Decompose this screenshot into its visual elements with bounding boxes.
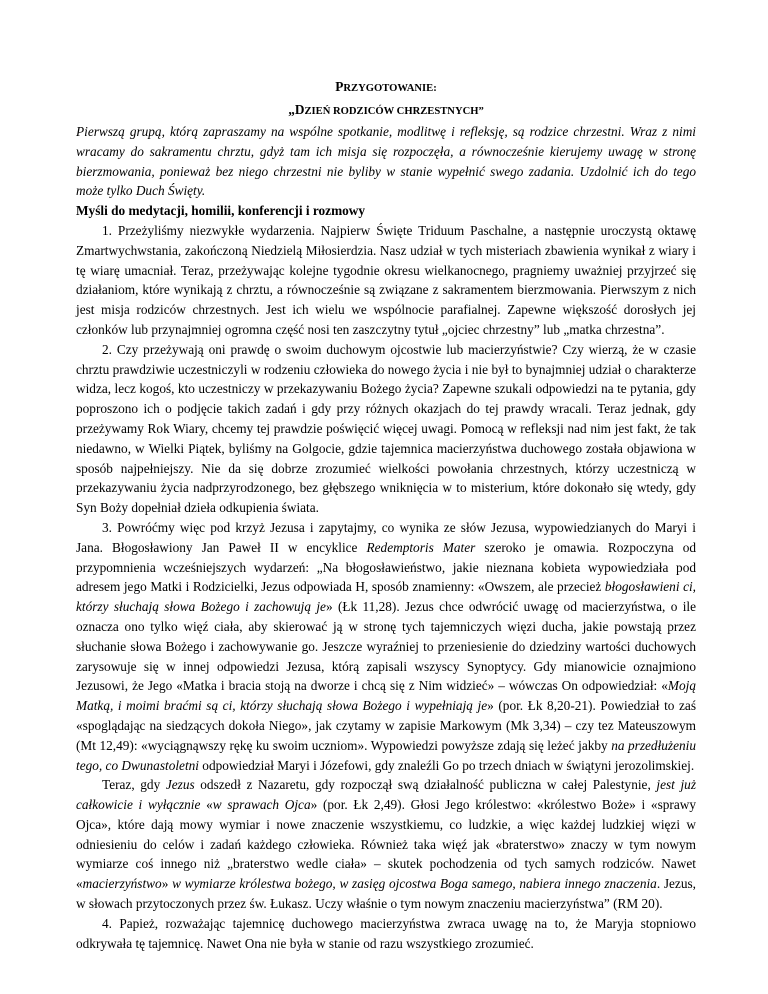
title-line-2: „DZIEŃ RODZICÓW CHRZESTNYCH”: [288, 102, 484, 117]
paragraph-1: 1. Przeżyliśmy niezwykłe wydarzenia. Najpierw Święte Triduum Paschalne, a następnie uroczystą oktawę Zmartwychwstania, zakończoną Niedzielą Miłosierdzia. Nasz udział w tych misteriach zbawienia wynikał z wiary i tę wiarę umacniał. Teraz, przeżywając kolejne tygodnie okresu wielkanocnego, pragniemy uważniej przyjrzeć się działaniom, które wynikają z chrztu, a równocześnie są związane z sakramentem bierzmowania. Pierwszym z nich jest misja rodziców chrzestnych. Jest ich wielu we wspólnocie parafialnej. Zapewne większość dorosłych jej członków lub przynajmniej ogromna część nosi ten zaszczytny tytuł „ojciec chrzestny” lub „matka chrzestna”.: [76, 222, 696, 337]
paragraph-2: 2. Czy przeżywają oni prawdę o swoim duchowym ojcostwie lub macierzyństwie? Czy wierzą, że w czasie chrztu prawdziwie uczestniczyli w rodzeniu człowieka do nowego życia i nie był to bynajmniej udział o charakterze widza, lecz kogoś, kto uczestniczy w przekazywaniu Bożego życia? Zapewne szukali odpowiedzi na te pytania, gdy poproszono ich o podjęcie takich zadań i gdy przy różnych okazjach do tej prawdy wracali. Teraz jednak, gdy przeżywamy Rok Wiary, chcemy tej prawdzie poświęcić więcej uwagi. Pomocą w refleksji nad nim jest fakt, że tak niedawno, w Wielki Piątek, byliśmy na Golgocie, gdzie tajemnica macierzyństwa duchowego została objawiona w sposób najpełniejszy. Nie da się dobrze zrozumieć wielkości powołania chrzestnych, którzy uczestniczą w przekazywaniu życia nadprzyrodzonego, bez głębszego wniknięcia w to misterium, które dokonało się wtedy, gdy Syn Boży dopełniał dzieła odkupienia świata.: [76, 341, 696, 516]
document-title: [76, 76, 696, 122]
paragraph-4: 4. Papież, rozważając tajemnicę duchowego macierzyństwa zwraca uwagę na to, że Maryja stopniowo odkrywała tę tajemnicę. Nawet Ona nie była w stanie od razu wszystkiego zrozumieć.: [76, 915, 696, 951]
title-line-1: PRZYGOTOWANIE:: [335, 79, 437, 94]
intro-paragraph: Pierwszą grupą, którą zapraszamy na wspólne spotkanie, modlitwę i refleksję, są rodzice chrzestni. Wraz z nimi wracamy do sakramentu chrztu, gdyż tam ich misja się rozpoczęła, a równocześnie kierujemy uwagę w stronę bierzmowania, ponieważ bez niego chrzestni nie byliby w stanie wypełnić swego zadania. Uzdolnić ich do tego może tylko Duch Święty.: [76, 124, 696, 199]
paragraph-3: 3. Powróćmy więc pod krzyż Jezusa i zapytajmy, co wynika ze słów Jezusa, wypowiedzianych do Maryi i Jana. Błogosławiony Jan Paweł II w encyklice Redemptoris Mater szeroko je omawia. Rozpoczyna od przypomnienia wcześniejszych wydarzeń: „Na błogosławieństwo, jakie nieznana kobieta wypowiedziała pod adresem jego Matki i Rodzicielki, Jezus odpowiada H, sposób znamienny: «Owszem, ale przecież błogosławieni ci, którzy słuchają słowa Bożego i zachowują je» (Łk 11,28). Jezus chce odwrócić uwagę od macierzyństwa, o ile oznacza ono tylko więź ciała, aby skierować ją w stronę tych tajemniczych więzi ducha, jakie powstają przez słuchanie słowa Bożego i zachowywanie go. Jeszcze wyraźniej to przeniesienie do dziedziny wartości duchowych zarysowuje się w innej odpowiedzi Jezusa, którą zapisali wszyscy Synoptycy. Gdy mianowicie oznajmiono Jezusowi, że Jego «Matka i bracia stoją na dworze i chcą się z Nim widzieć» – wówczas On odpowiedział: «Moją Matką, i moimi braćmi są ci, którzy słuchają słowa Bożego i wypełniają je» (por. Łk 8,20-21). Powiedział to zaś «spoglądając na siedzących dokoła Niego», jak czytamy w zapisie Markowym (Mk 3,34) – czy tez Mateuszowym (Mt 12,49): «wyciągnąwszy rękę ku swoim uczniom». Wypowiedzi powyższe zdają się leżeć jakby na przedłużeniu tego, co Dwunastoletni odpowiedział Maryi i Józefowi, gdy znaleźli Go po trzech dniach w świątyni jerozolimskiej.: [76, 519, 697, 773]
document-page: [76, 76, 696, 953]
section-heading: Myśli do medytacji, homilii, konferencji i rozmowy: [76, 203, 366, 219]
paragraph-3-continued: Teraz, gdy Jezus odszedł z Nazaretu, gdy rozpoczął swą działalność publiczna w całej Palestynie, jest już całkowicie i wyłącznie «w sprawach Ojca» (por. Łk 2,49). Głosi Jego królestwo: «królestwo Boże» i «sprawy Ojca», które dają mowy wymiar i nowe znaczenie wszystkiemu, co ludzkie, a więc każdej ludzkiej więzi w odniesieniu do celów i zadań każdego człowieka. Również taka więź jak «braterstwo» znaczy w tym nowym wymiarze coś innego niż „braterstwo wedle ciała» – skutek pochodzenia od tych samych rodziców. Nawet «macierzyństwo» w wymiarze królestwa bożego, w zasięg ojcostwa Boga samego, nabiera innego znaczenia. Jezus, w słowach przytoczonych przez św. Łukasz. Uczy właśnie o tym nowym znaczeniu macierzyństwa” (RM 20).: [76, 777, 697, 912]
